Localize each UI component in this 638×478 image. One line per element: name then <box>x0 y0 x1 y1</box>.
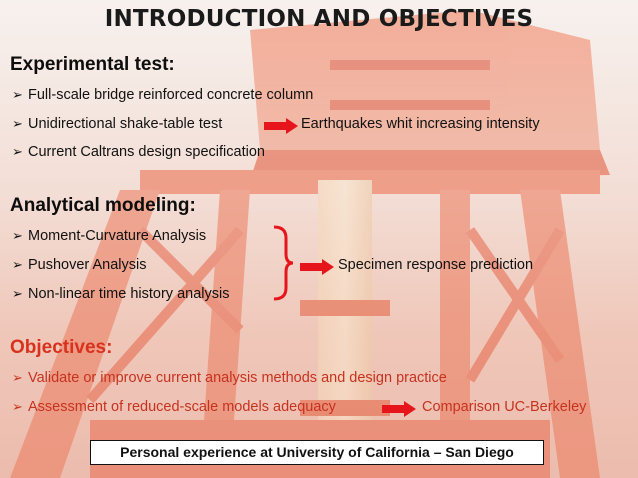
experimental-bullet-2: ➢ Unidirectional shake-table test <box>12 116 223 132</box>
footer-caption: Personal experience at University of California – San Diego <box>90 440 544 465</box>
analytical-heading: Analytical modeling: <box>10 195 196 216</box>
experimental-note: Earthquakes whit increasing intensity <box>301 116 540 132</box>
bullet-icon: ➢ <box>12 116 23 131</box>
analytical-bullet-3: ➢ Non-linear time history analysis <box>12 286 230 302</box>
bullet-icon: ➢ <box>12 370 23 385</box>
red-arrow-right-icon <box>264 118 298 134</box>
objectives-bullet-1: ➢ Validate or improve current analysis methods and design practice <box>12 370 447 386</box>
bullet-icon: ➢ <box>12 286 23 301</box>
objectives-note: Comparison UC-Berkeley <box>422 399 587 415</box>
bullet-icon: ➢ <box>12 144 23 159</box>
objectives-bullet-2: ➢ Assessment of reduced-scale models adequacy <box>12 399 336 415</box>
objectives-heading: Objectives: <box>10 337 113 358</box>
bullet-icon: ➢ <box>12 87 23 102</box>
analytical-bullet-1: ➢ Moment-Curvature Analysis <box>12 228 207 244</box>
red-arrow-right-icon <box>300 259 334 275</box>
red-bracket-icon <box>272 224 294 302</box>
analytical-note: Specimen response prediction <box>338 257 534 273</box>
analytical-bullet-2: ➢ Pushover Analysis <box>12 257 147 273</box>
experimental-bullet-3: ➢ Current Caltrans design specification <box>12 144 265 160</box>
experimental-heading: Experimental test: <box>10 54 175 75</box>
bullet-icon: ➢ <box>12 399 23 414</box>
slide-title: INTRODUCTION AND OBJECTIVES <box>104 6 534 32</box>
bullet-icon: ➢ <box>12 257 23 272</box>
experimental-bullet-1: ➢ Full-scale bridge reinforced concrete column <box>12 87 314 103</box>
red-arrow-right-icon <box>382 401 416 417</box>
bullet-icon: ➢ <box>12 228 23 243</box>
